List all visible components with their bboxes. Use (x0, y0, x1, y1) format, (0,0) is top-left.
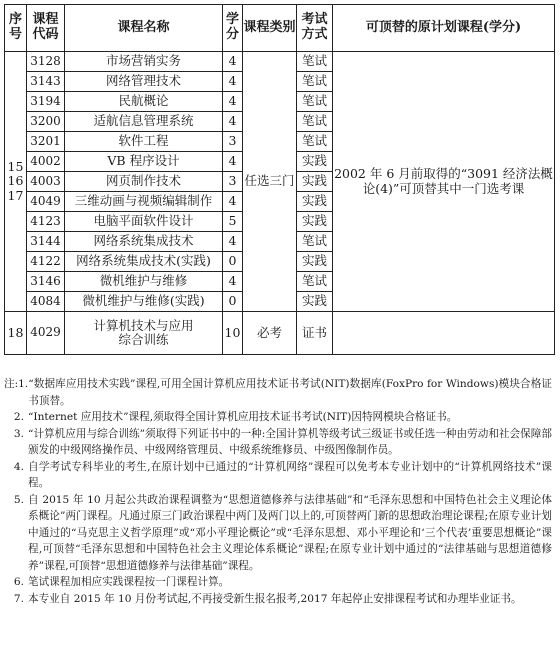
course-name: 网页制作技术 (65, 172, 223, 192)
course-name (65, 312, 223, 355)
course-credit: 10 (223, 312, 243, 355)
course-credit: 0 (223, 292, 243, 312)
exam-method: 实践 (297, 252, 333, 272)
course-name: 电脑平面软件设计 (65, 212, 223, 232)
header-exam: 考试方式 (297, 5, 333, 52)
exam-method: 实践 (297, 172, 333, 192)
header-seq: 序号 (5, 5, 27, 52)
exam-method: 实践 (297, 212, 333, 232)
note-item (4, 376, 552, 409)
exam-method: 笔试 (297, 72, 333, 92)
header-code: 课程代码 (27, 5, 65, 52)
course-name: 网络系统集成技术 (65, 232, 223, 252)
note-number: 6. (13, 576, 24, 588)
table-row (5, 312, 555, 355)
exam-method: 笔试 (297, 132, 333, 152)
note-text: 自学考试专科毕业的考生,在原计划中已通过的“计算机网络”课程可以免考本专业计划中的“计算机网络技术”课程。 (28, 460, 552, 489)
note-number: 7. (13, 592, 24, 605)
note-item (4, 426, 552, 459)
course-name: 民航概论 (65, 92, 223, 112)
course-type: 必考 (243, 312, 297, 355)
course-credit: 0 (223, 252, 243, 272)
course-code: 3128 (27, 52, 65, 72)
table-row (5, 52, 555, 72)
exam-method: 笔试 (297, 232, 333, 252)
exam-method: 实践 (297, 292, 333, 312)
note-item (4, 591, 552, 608)
course-code: 4002 (27, 152, 65, 172)
course-code: 3194 (27, 92, 65, 112)
note-item (4, 409, 552, 426)
note-number: 2. (13, 411, 24, 423)
seq-number: 18 (5, 312, 27, 355)
course-name: 微机维护与维修(实践) (65, 292, 223, 312)
course-type-group: 任选三门 (243, 52, 297, 312)
replacement-remark: 2002 年 6 月前取得的“3091 经济法概论(4)”可顶替其中一门选考课 (333, 52, 555, 312)
course-credit: 5 (223, 212, 243, 232)
exam-method: 笔试 (297, 52, 333, 72)
exam-method: 笔试 (297, 92, 333, 112)
seq-group-cell (5, 52, 27, 312)
course-name: VB 程序设计 (65, 152, 223, 172)
course-name: 网络系统集成技术(实践) (65, 252, 223, 272)
note-text: 本专业自 2015 年 10 月份考试起,不再接受新生报名报考,2017 年起停止安排课程考试和办理毕业证书。 (28, 592, 522, 605)
course-code: 4123 (27, 212, 65, 232)
exam-method: 证书 (297, 312, 333, 355)
exam-method: 实践 (297, 152, 333, 172)
course-code: 4049 (27, 192, 65, 212)
course-code: 3201 (27, 132, 65, 152)
course-code: 4003 (27, 172, 65, 192)
course-code: 4122 (27, 252, 65, 272)
exam-method: 笔试 (297, 112, 333, 132)
course-credit: 4 (223, 272, 243, 292)
replacement-remark (333, 312, 555, 355)
course-name-line-1: 计算机技术与应用 (93, 317, 194, 333)
note-item (4, 459, 552, 492)
seq-number: 17 (7, 187, 24, 203)
note-text: “计算机应用与综合训练”须取得下列证书中的一种:全国计算机等级考试三级证书或任选一种由劳动和社会保障部颁发的中级网络操作员、中级网络管理员、中级系统维修员、中级图像制作员。 (28, 427, 552, 456)
exam-method: 笔试 (297, 272, 333, 292)
header-replace: 可顶替的原计划课程(学分) (333, 5, 555, 52)
course-name-line-2: 综合训练 (118, 332, 169, 347)
course-credit: 4 (223, 52, 243, 72)
course-credit: 4 (223, 92, 243, 112)
header-credit: 学分 (223, 5, 243, 52)
course-credit: 3 (223, 132, 243, 152)
course-code: 4084 (27, 292, 65, 312)
note-text: “Internet 应用技术”课程,须取得全国计算机应用技术证书考试(NIT)因特网模块合格证书。 (28, 411, 458, 423)
exam-method: 实践 (297, 192, 333, 212)
seq-number: 15 (7, 158, 24, 174)
course-credit: 4 (223, 192, 243, 212)
course-credit: 3 (223, 172, 243, 192)
header-type: 课程类别 (243, 5, 297, 52)
table-header-row (5, 5, 555, 52)
note-item (4, 574, 552, 591)
note-number: 3. (13, 427, 24, 440)
course-code: 3146 (27, 272, 65, 292)
course-name: 市场营销实务 (65, 52, 223, 72)
note-text: 自 2015 年 10 月起公共政治课程调整为“思想道德修养与法律基础”和“毛泽东思想和中国特色社会主义理论体系概论”两门课程。凡通过原三门政治课程中两门及两门以上的,可顶替两门新的思想政治理论课程;在原专业计划中通过的“马克思主义哲学原理”或“邓小平理论概论”或“毛泽东思想、邓小平理论和‘三个代表’重要思想概论”课程,可顶替“毛泽东思想和中国特色社会主义理论体系概论”课程;在原专业计划中通过的“法律基础与思想道德修养”课程,可顶替“思想道德修养与法律基础”课程。 (28, 493, 552, 572)
seq-number: 16 (7, 173, 24, 189)
course-name: 适航信息管理系统 (65, 112, 223, 132)
note-text: “数据库应用技术实践”课程,可用全国计算机应用技术证书考试(NIT)数据库(FoxPro for Windows)模块合格证书顶替。 (28, 378, 552, 407)
course-code: 4029 (27, 312, 65, 355)
note-number: 5. (13, 493, 24, 506)
course-code: 3144 (27, 232, 65, 252)
table-body (5, 52, 555, 355)
course-table (4, 4, 555, 355)
course-credit: 4 (223, 152, 243, 172)
course-name: 微机维护与维修 (65, 272, 223, 292)
note-number: 4. (13, 460, 24, 473)
course-name: 三维动画与视频编辑制作 (65, 192, 223, 212)
course-credit: 4 (223, 232, 243, 252)
course-credit: 4 (223, 112, 243, 132)
note-number: 注:1. (4, 378, 29, 390)
course-code: 3200 (27, 112, 65, 132)
course-credit: 4 (223, 72, 243, 92)
note-text: 笔试课程加相应实践课程按一门课程计算。 (28, 576, 230, 588)
course-name: 软件工程 (65, 132, 223, 152)
header-name: 课程名称 (65, 5, 223, 52)
course-code: 3143 (27, 72, 65, 92)
notes-section (4, 376, 552, 607)
course-name: 网络管理技术 (65, 72, 223, 92)
note-item (4, 492, 552, 575)
